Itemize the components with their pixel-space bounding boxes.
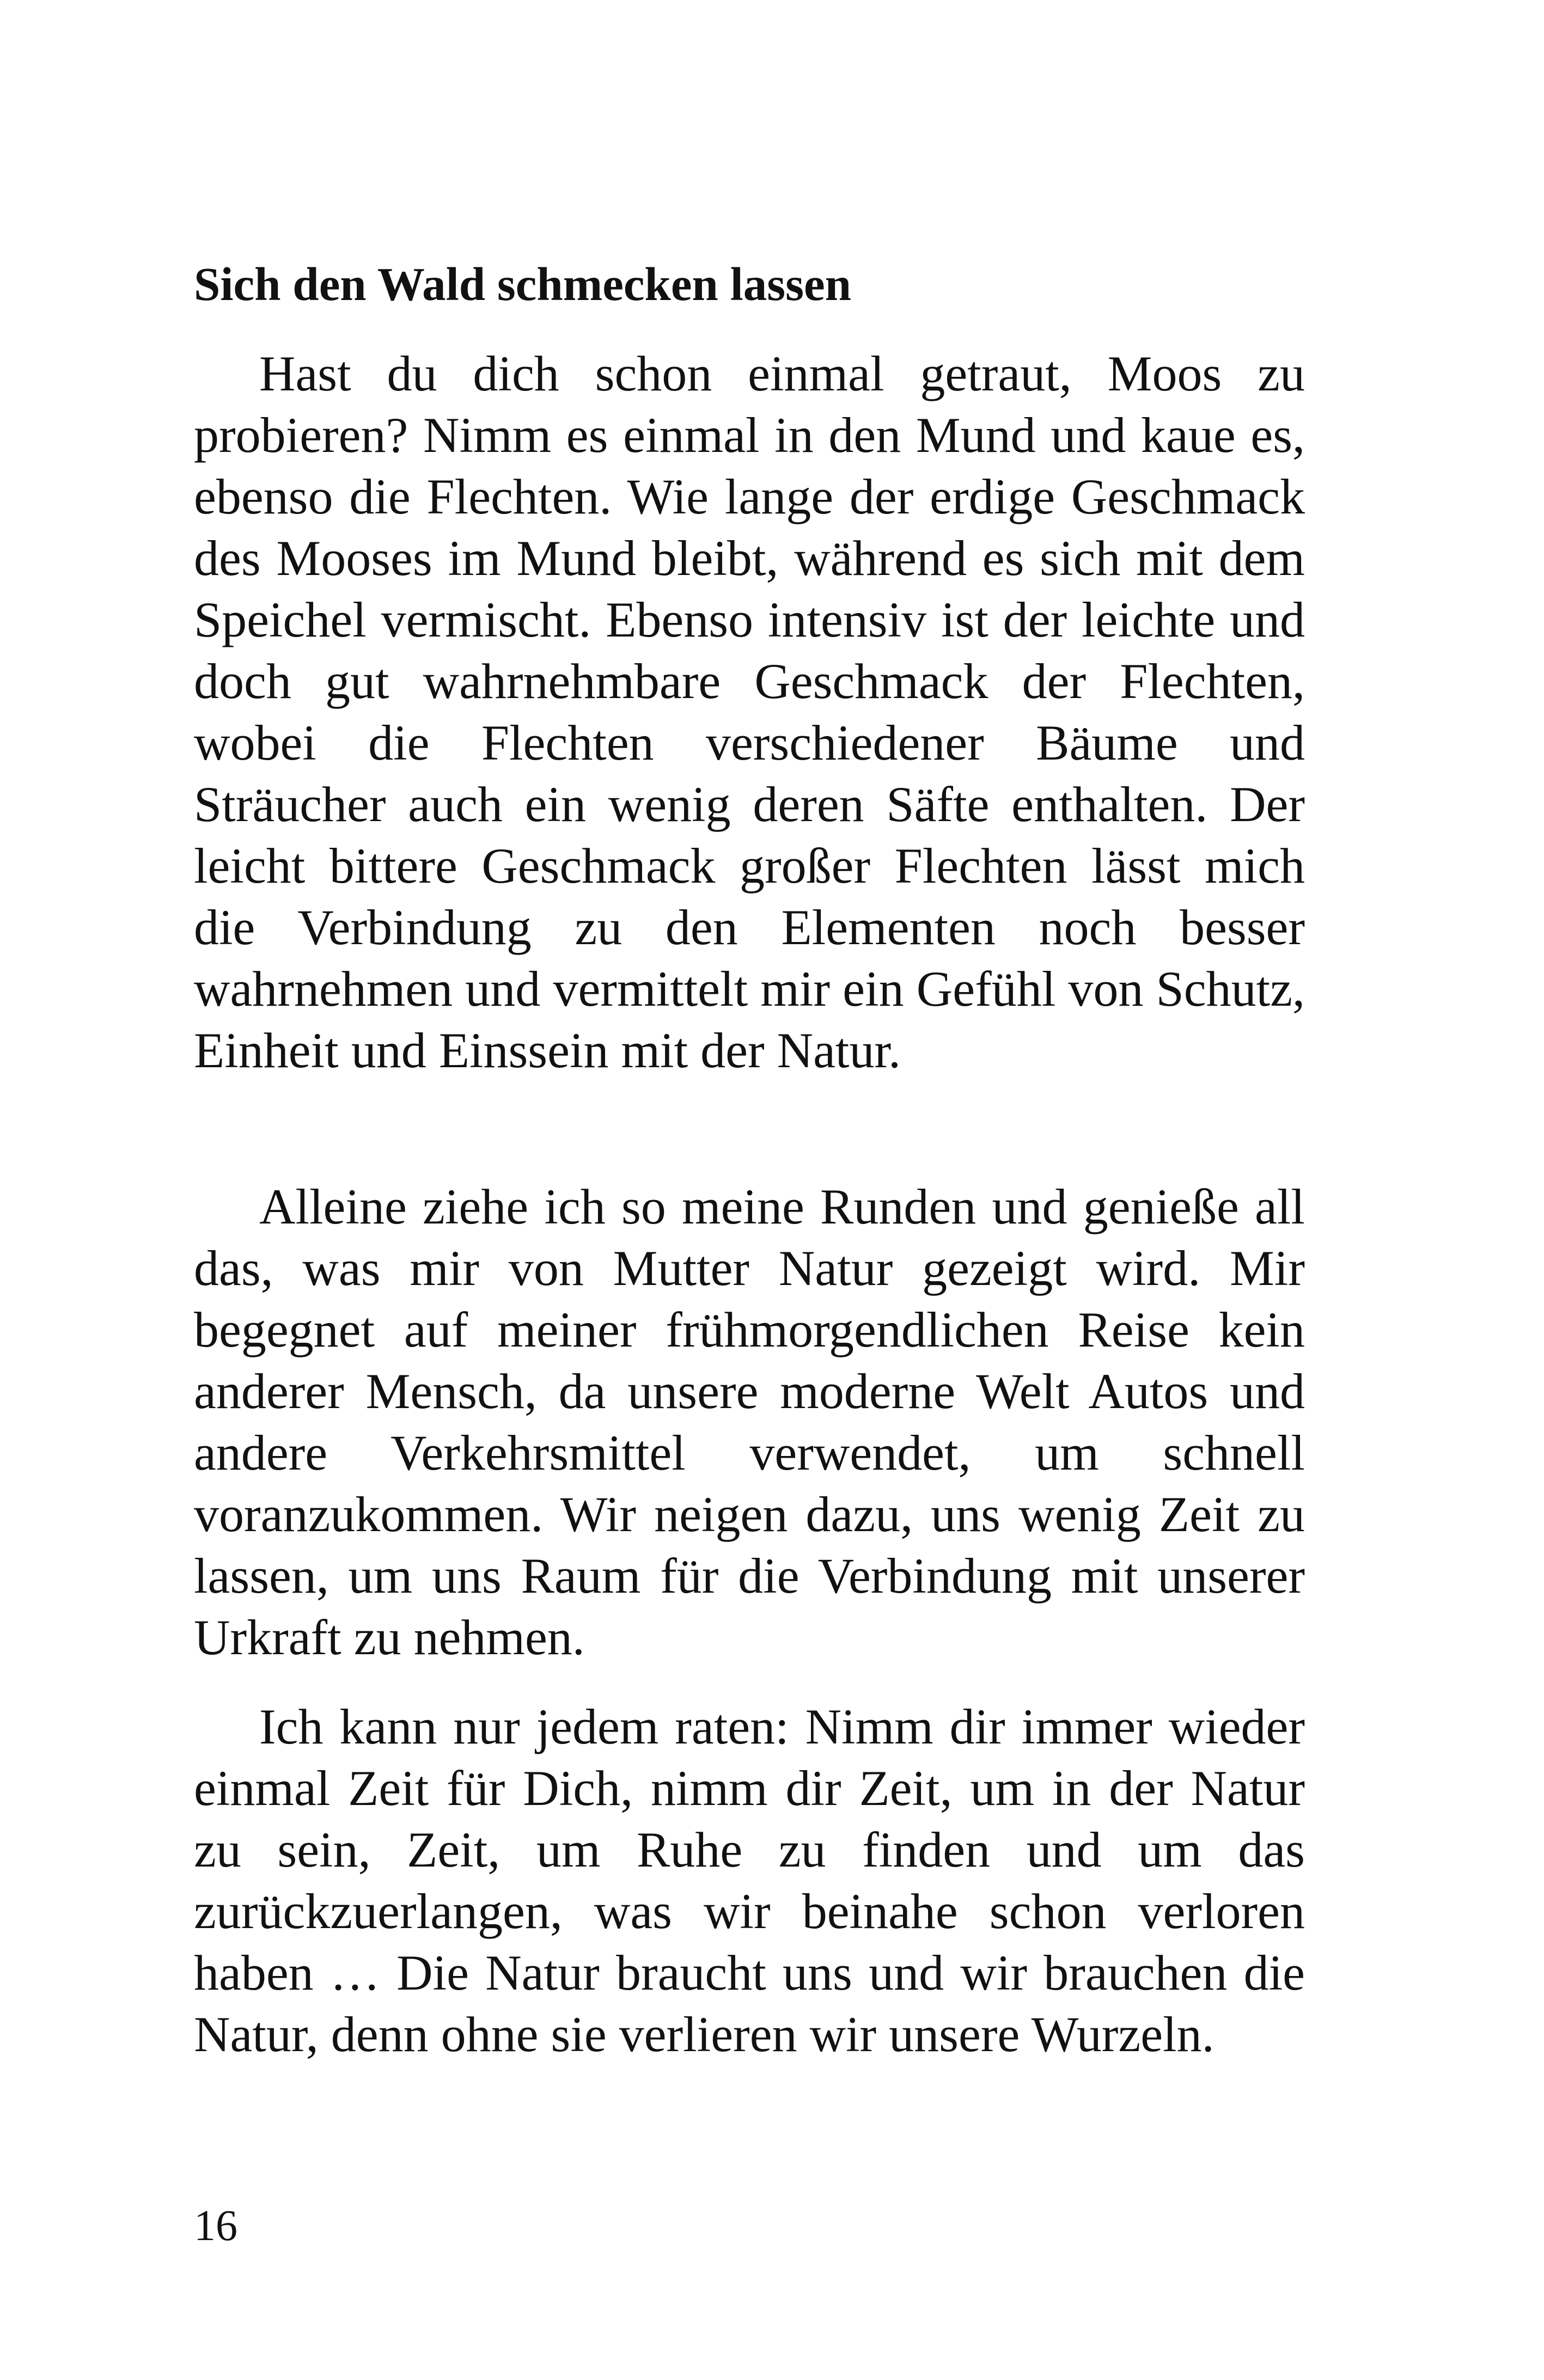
- paragraph-3: Ich kann nur jedem raten: Nimm dir immer wieder einmal Zeit für Dich, nimm dir Zeit, um in der Natur zu sein, Zeit, um Ruhe zu finden und um das zurückzuerlangen, was wir beinahe schon verloren haben … Die Natur braucht uns und wir brauchen die Natur, denn ohne sie verlieren wir unsere Wurzeln.: [194, 1699, 1305, 2062]
- paragraph-1: Hast du dich schon einmal getraut, Moos zu probieren? Nimm es einmal in den Mund und kaue es, ebenso die Flechten. Wie lange der erdige Geschmack des Mooses im Mund bleibt, während es sich mit dem Speichel vermischt. Ebenso intensiv ist der leichte und doch gut wahrnehmbare Geschmack der Flechten, wobei die Flechten verschiedener Bäume und Sträucher auch ein wenig deren Säfte enthalten. Der leicht bittere Geschmack großer Flechten lässt mich die Verbindung zu den Elementen noch besser wahrnehmen und vermittelt mir ein Gefühl von Schutz, Einheit und Einssein mit der Natur.: [194, 346, 1305, 1078]
- paragraph-2: Alleine ziehe ich so meine Runden und genieße all das, was mir von Mutter Natur gezeigt wird. Mir begegnet auf meiner frühmorgendlichen Reise kein anderer Mensch, da unsere moderne Welt Autos und andere Verkehrsmittel verwendet, um schnell voranzukommen. Wir neigen dazu, uns wenig Zeit zu lassen, um uns Raum für die Verbindung mit unserer Urkraft zu nehmen.: [194, 1179, 1305, 1665]
- page-number: 16: [194, 2202, 237, 2250]
- section-heading: Sich den Wald schmecken lassen: [194, 258, 851, 310]
